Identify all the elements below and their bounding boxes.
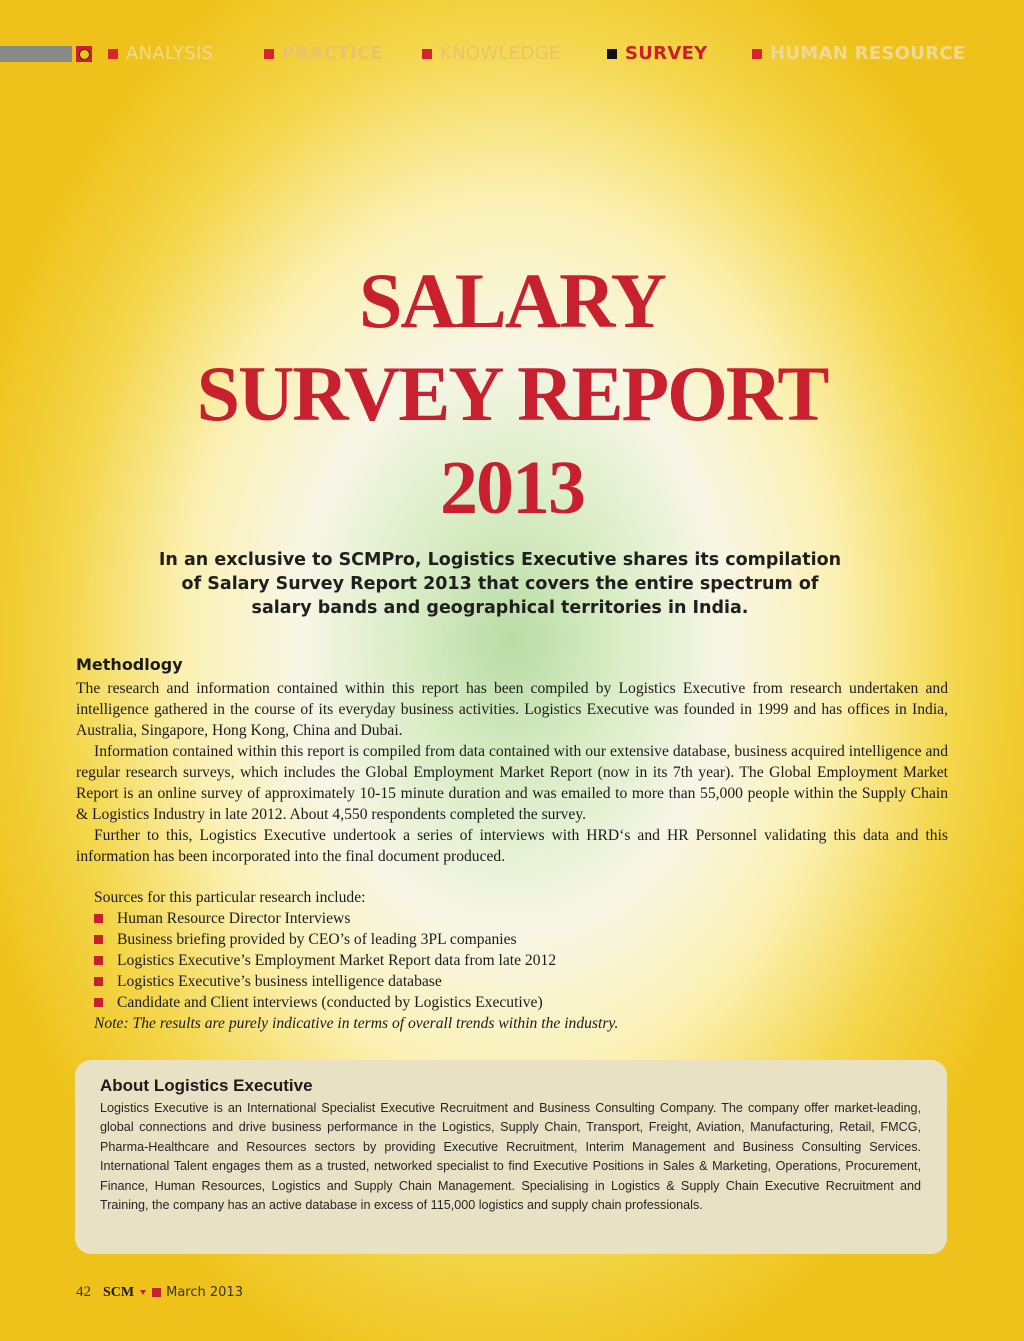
about-text: Logistics Executive is an International Specialist Executive Recruitment and Business Consulting Company. The company offer market-leading, global connections and drive business performance in the Logistics, Supply Chain, Transport, Freight, Aviation, Manufacturing, Retail, FMCG, Pharma-Healthcare and Resources sectors by providing Executive Recruitment, Interim Management and Business Consulting Services. International Talent engages them as a trusted, networked specialist to find Executive Positions in Sales & Marketing, Operations, Procurement, Finance, Human Resources, Logistics and Supply Chain Management. Specialising in Logistics & Supply Chain Executive Recruitment and Training, the company has an active database in excess of 115,000 logistics and supply chain professionals. (100, 1101, 921, 1213)
bullet-square-icon (94, 977, 103, 986)
source-text: Logistics Executive’s Employment Market Report data from late 2012 (117, 952, 557, 969)
page-title-line-2: SURVEY REPORT (196, 350, 828, 437)
nav-item-analysis[interactable] (108, 43, 213, 64)
nav-item-label: ANALYSIS (126, 43, 214, 64)
methodology-paragraph: Further to this, Logistics Executive undertook a series of interviews with HRD‘s and HR Personnel validating this data and this information has been incorporated into the final document produced. (76, 827, 948, 865)
sources-section (94, 887, 954, 1034)
nav-item-human-resource[interactable] (752, 43, 965, 64)
sources-intro: Sources for this particular research include: (94, 889, 366, 906)
page-title-line-3: 2013 (440, 446, 584, 530)
sources-list (94, 908, 954, 1013)
nav-item-practice[interactable] (264, 43, 383, 64)
footer-square-icon (152, 1288, 161, 1297)
magazine-name: SCM (103, 1284, 135, 1300)
section-nav-bar (0, 42, 1024, 66)
list-item (94, 908, 954, 929)
nav-square-icon (264, 49, 274, 59)
bullet-square-icon (94, 914, 103, 923)
bullet-square-icon (94, 956, 103, 965)
nav-square-icon (422, 49, 432, 59)
bullet-square-icon (94, 935, 103, 944)
source-text: Business briefing provided by CEO’s of leading 3PL companies (117, 931, 517, 948)
issue-date: March 2013 (166, 1285, 243, 1300)
list-item (94, 971, 954, 992)
nav-square-icon (607, 49, 617, 59)
nav-item-label: KNOWLEDGE (440, 43, 561, 64)
bullet-square-icon (94, 998, 103, 1007)
about-heading: About Logistics Executive (100, 1076, 313, 1095)
lead-paragraph: In an exclusive to SCMPro, Logistics Executive shares its compilation of Salary Survey Report 2013 that covers the entire spectrum of salary bands and geographical territories in India. (158, 550, 842, 618)
methodology-paragraph: Information contained within this report is compiled from data contained with our extensive database, business acquired intelligence and regular research surveys, which includes the Global Employment Market Report (now in its 7th year). The Global Employment Market Report is an online survey of approximately 10-15 minute duration and was emailed to more than 55,000 people within the Supply Chain & Logistics Industry in late 2012. About 4,550 respondents completed the survey. (76, 743, 948, 823)
list-item (94, 950, 954, 971)
nav-item-label: SURVEY (625, 43, 708, 64)
methodology-body (76, 678, 948, 867)
source-text: Human Resource Director Interviews (117, 910, 351, 927)
nav-item-survey[interactable] (607, 43, 708, 64)
methodology-heading: Methodlogy (76, 655, 183, 674)
nav-item-label: HUMAN RESOURCE (770, 43, 966, 64)
source-text: Logistics Executive’s business intelligence database (117, 973, 442, 990)
magazine-logo-icon (74, 44, 94, 64)
nav-grey-strip (0, 46, 72, 62)
nav-square-icon (108, 49, 118, 59)
page-title-line-1: SALARY (359, 257, 665, 344)
page-footer (76, 1284, 243, 1301)
list-item (94, 992, 954, 1013)
sources-note: Note: The results are purely indicative in terms of overall trends within the industry. (94, 1015, 619, 1032)
list-item (94, 929, 954, 950)
source-text: Candidate and Client interviews (conducted by Logistics Executive) (117, 994, 543, 1011)
nav-square-icon (752, 49, 762, 59)
page-number: 42 (76, 1284, 91, 1300)
nav-item-knowledge[interactable] (422, 43, 561, 64)
methodology-paragraph: The research and information contained within this report has been compiled by Logistics Executive from research undertaken and intelligence gathered in the course of its everyday business activities. Logistics Executive was founded in 1999 and has offices in India, Australia, Singapore, Hong Kong, China and Dubai. (76, 680, 948, 739)
triangle-icon (140, 1290, 146, 1295)
about-box (75, 1060, 947, 1254)
nav-item-label: PRACTICE (282, 43, 384, 64)
